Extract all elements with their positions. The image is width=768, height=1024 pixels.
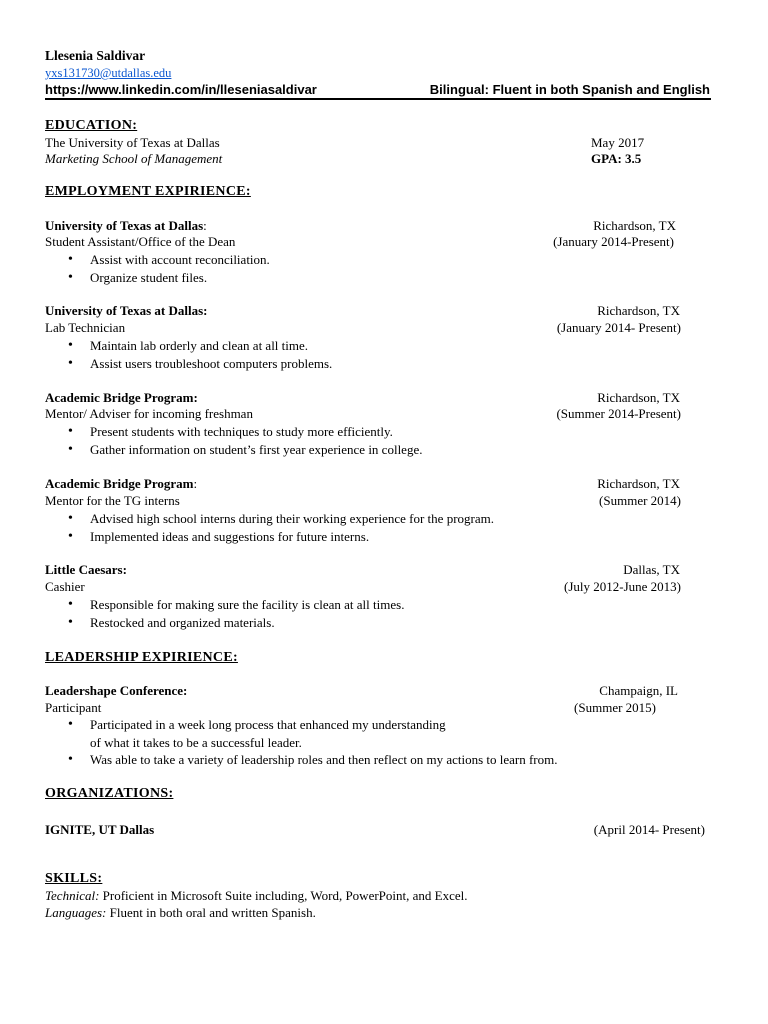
job-title: Mentor for the TG interns — [45, 493, 180, 508]
job-location: Richardson, TX — [593, 218, 676, 233]
organization-dates: (April 2014- Present) — [593, 822, 705, 837]
leadership-title: Participant — [45, 700, 102, 715]
job-bullets — [45, 510, 494, 546]
job-title: Cashier — [45, 579, 85, 594]
education-date: May 2017 — [591, 135, 645, 150]
education-gpa: GPA: 3.5 — [591, 151, 642, 166]
job-bullet: • Implemented ideas and suggestions for future interns. — [45, 528, 494, 546]
leadership-location: Champaign, IL — [599, 683, 678, 698]
leadership-org: Leadershape Conference: — [45, 683, 188, 698]
bilingual-note: Bilingual: Fluent in both Spanish and English — [429, 82, 710, 97]
job-bullet: • Responsible for making sure the facility is clean at all times. — [45, 596, 404, 614]
job-title: Lab Technician — [45, 320, 126, 335]
job-org: University of Texas at Dallas: — [45, 303, 208, 318]
job-dates: (July 2012-June 2013) — [564, 579, 681, 594]
job-bullet: • Restocked and organized materials. — [45, 614, 404, 632]
job-org: Academic Bridge Program: — [45, 390, 198, 405]
education-program: Marketing School of Management — [45, 151, 223, 166]
leadership-bullet: • Was able to take a variety of leadership roles and then reflect on my actions to learn from. — [45, 751, 558, 769]
leadership-dates: (Summer 2015) — [574, 700, 656, 715]
skills-languages — [45, 905, 316, 921]
job-bullet: • Gather information on student’s first year experience in college. — [45, 441, 422, 459]
job-org — [45, 476, 197, 492]
job-bullets — [45, 423, 422, 459]
leadership-heading: LEADERSHIP EXPIRIENCE: — [45, 650, 238, 665]
job-bullet: • Maintain lab orderly and clean at all time. — [45, 337, 332, 355]
linkedin-url[interactable]: https://www.linkedin.com/in/lleseniasaldivar — [45, 82, 317, 97]
job-org-name: Academic Bridge Program — [45, 476, 194, 491]
skills-languages-label: Languages: — [45, 905, 107, 920]
job-location: Richardson, TX — [597, 303, 680, 318]
organizations-heading: ORGANIZATIONS: — [45, 786, 174, 801]
job-location: Richardson, TX — [597, 390, 680, 405]
contact-row — [45, 82, 710, 98]
job-org-suffix: : — [193, 476, 198, 491]
skills-technical-label: Technical: — [45, 888, 100, 903]
job-location: Dallas, TX — [623, 562, 680, 577]
skills-heading: SKILLS: — [45, 871, 103, 886]
job-bullet: • Present students with techniques to study more efficiently. — [45, 423, 422, 441]
employment-heading: EMPLOYMENT EXPIRIENCE: — [45, 184, 251, 199]
email-link[interactable]: yxs131730@utdallas.edu — [45, 66, 172, 80]
job-title: Mentor/ Adviser for incoming freshman — [45, 406, 253, 421]
job-bullet: • Advised high school interns during their working experience for the program. — [45, 510, 494, 528]
job-org: Little Caesars: — [45, 562, 127, 577]
job-dates: (Summer 2014) — [599, 493, 681, 508]
skills-technical — [45, 888, 468, 904]
job-bullet: • Organize student files. — [45, 269, 270, 287]
job-org-name: University of Texas at Dallas — [45, 218, 204, 233]
leadership-bullets — [45, 751, 558, 769]
job-org-suffix: : — [203, 218, 207, 233]
job-dates: (January 2014-Present) — [553, 234, 674, 249]
job-bullet: • Assist users troubleshoot computers problems. — [45, 355, 332, 373]
education-school: The University of Texas at Dallas — [45, 135, 220, 150]
leadership-bullets — [45, 716, 446, 734]
skills-languages-text: Fluent in both oral and written Spanish. — [106, 905, 316, 920]
job-bullets — [45, 596, 404, 632]
job-dates: (Summer 2014-Present) — [556, 406, 681, 421]
skills-technical-text: Proficient in Microsoft Suite including, Word, PowerPoint, and Excel. — [99, 888, 468, 903]
organization-name: IGNITE, UT Dallas — [45, 822, 155, 837]
candidate-name: Llesenia Saldivar — [45, 48, 146, 63]
leadership-bullet: • Participated in a week long process that enhanced my understanding — [45, 716, 446, 734]
job-bullet: • Assist with account reconciliation. — [45, 251, 270, 269]
header-divider — [45, 98, 711, 100]
job-title: Student Assistant/Office of the Dean — [45, 234, 236, 249]
job-dates: (January 2014- Present) — [556, 320, 681, 335]
job-org — [45, 218, 207, 234]
job-bullets — [45, 337, 332, 373]
job-bullets — [45, 251, 270, 287]
education-heading: EDUCATION: — [45, 118, 138, 133]
leadership-bullet-continuation: of what it takes to be a successful leader. — [90, 735, 302, 750]
job-location: Richardson, TX — [597, 476, 680, 491]
